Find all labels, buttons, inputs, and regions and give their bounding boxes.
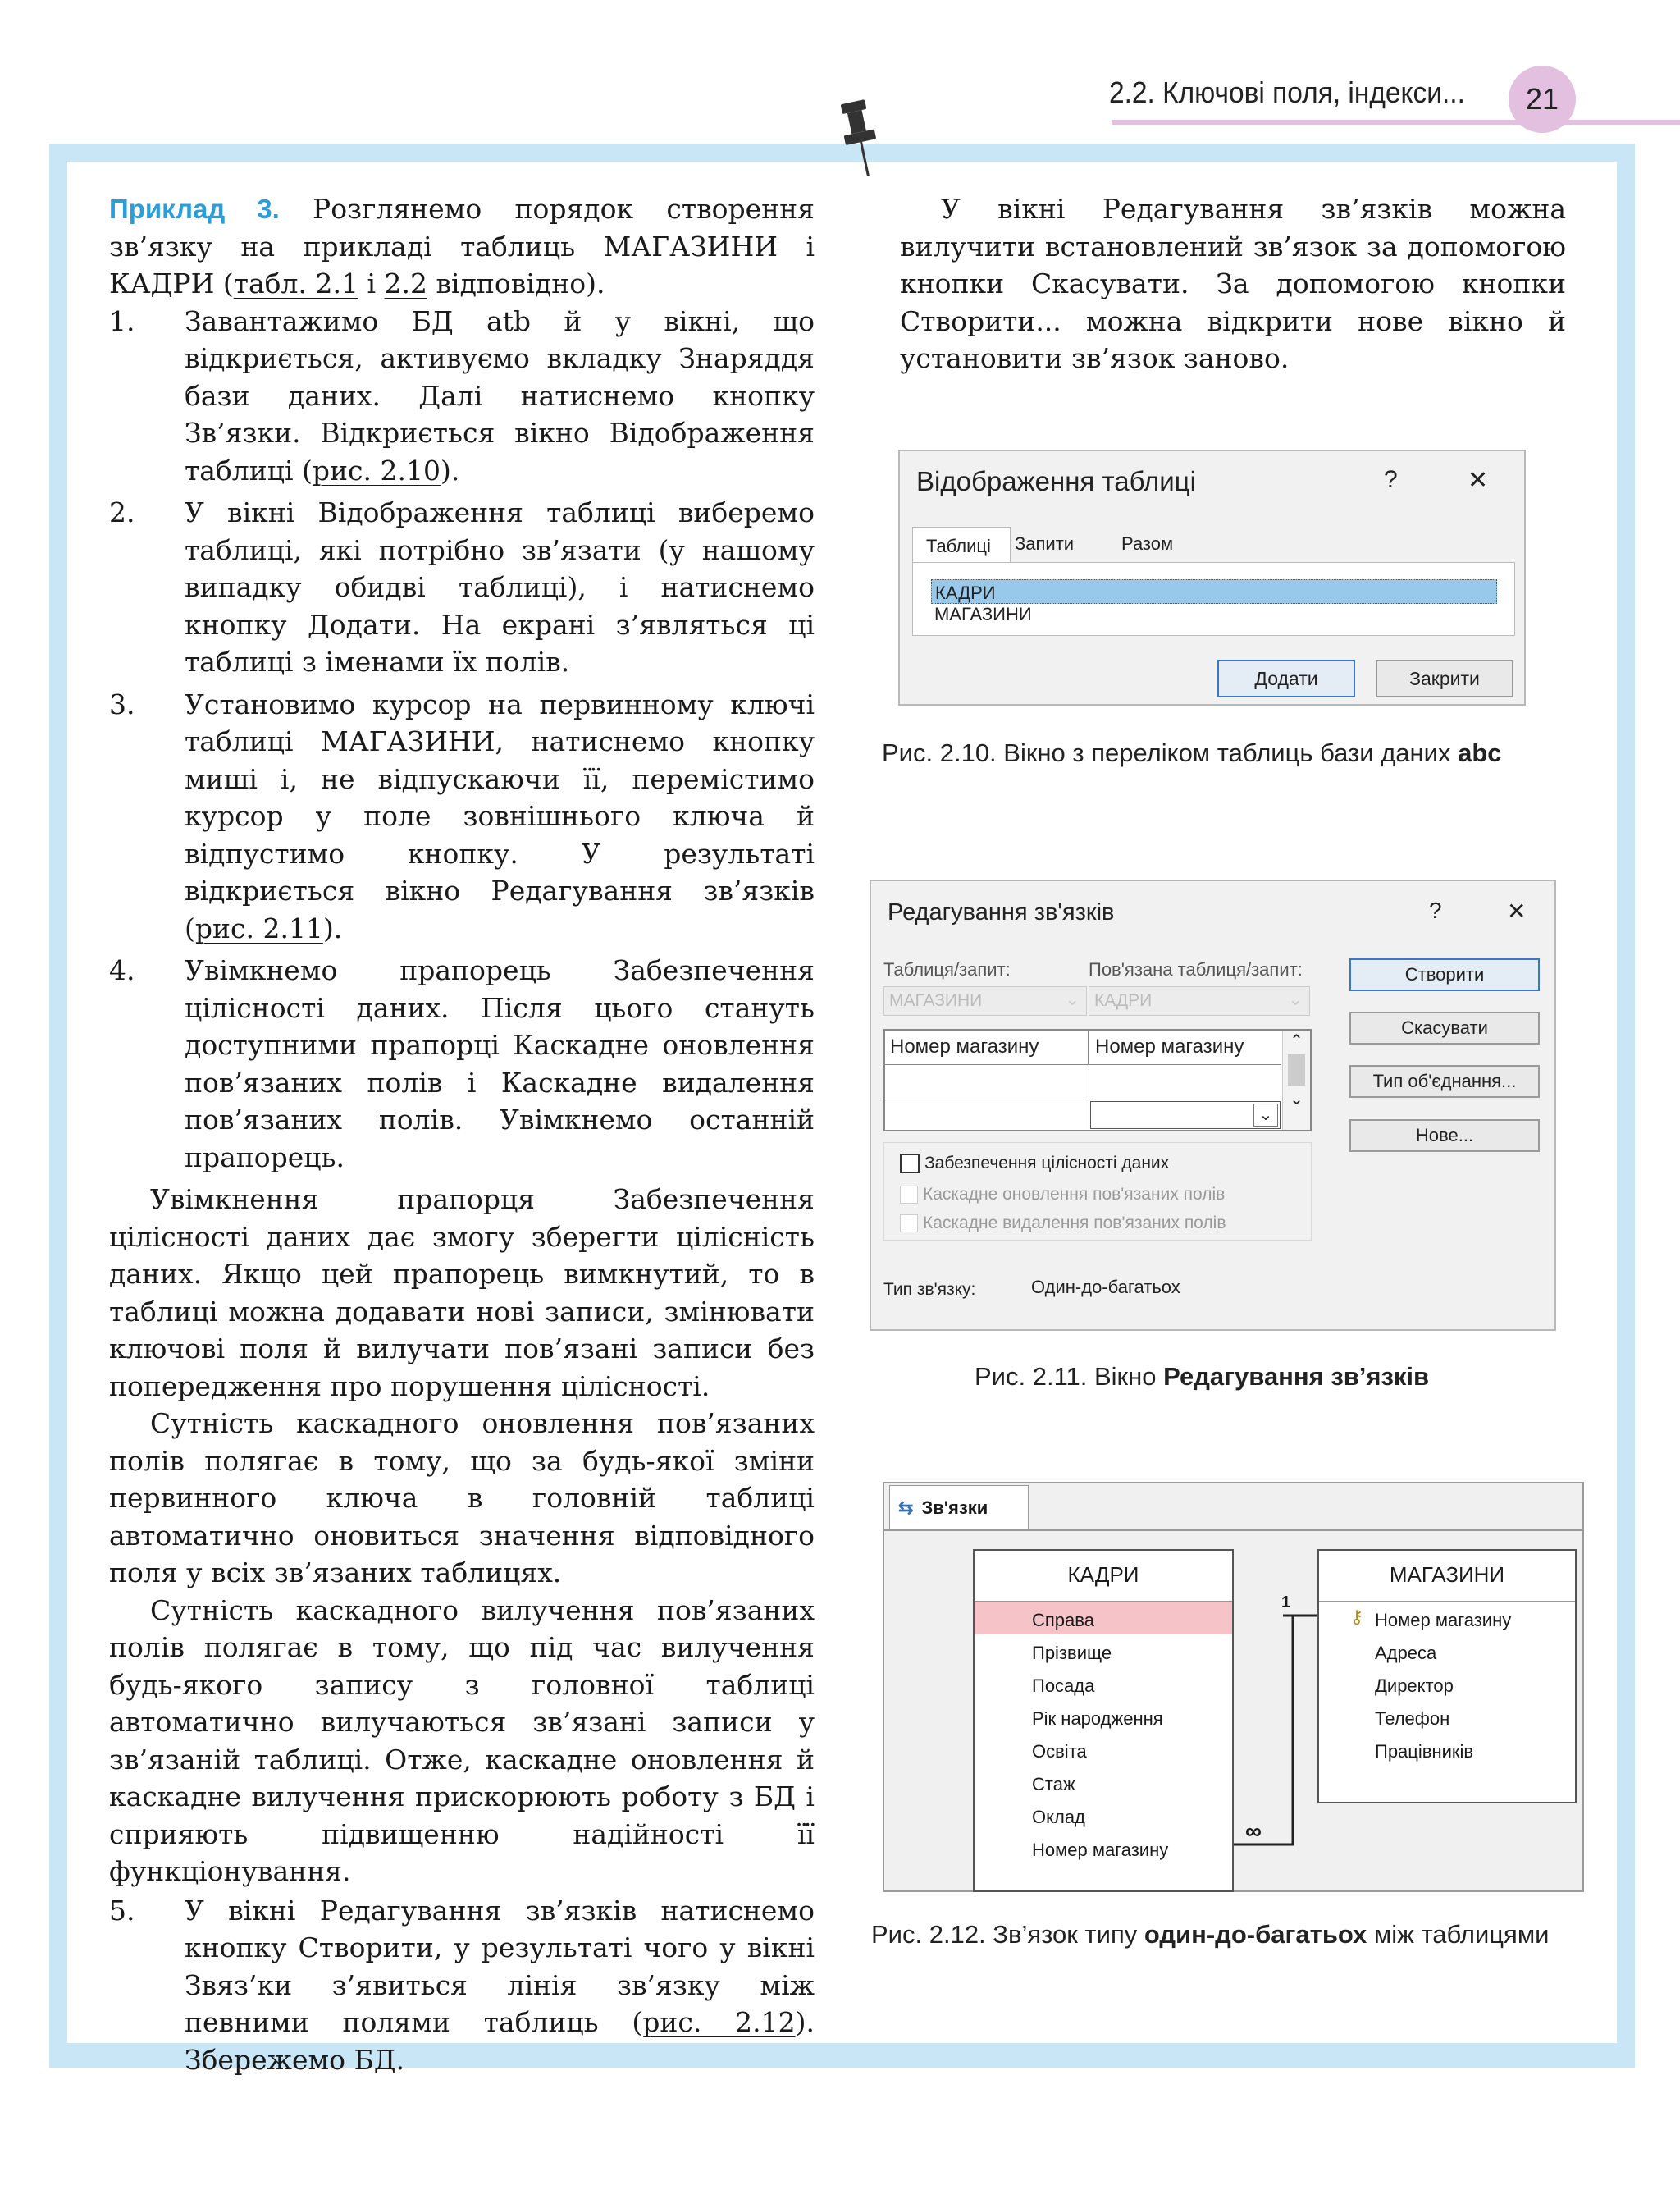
example-intro: Розглянемо порядок створення зв’язку на прикладі таблиць МАГАЗИНИ і КАДРИ (: [109, 193, 815, 299]
step-end: ).: [322, 912, 343, 944]
grid-dropdown[interactable]: [1090, 1101, 1281, 1129]
tab-label: Таблиці: [926, 536, 991, 556]
right-column: [900, 190, 1566, 377]
caption-text: Рис. 2.12. Зв’язок типу: [871, 1920, 1144, 1949]
help-icon[interactable]: ?: [1429, 898, 1442, 923]
related-table-select[interactable]: [1089, 986, 1310, 1016]
dialog-title: Відображення таблиці: [916, 466, 1196, 496]
chevron-down-icon: ⌄: [1065, 990, 1080, 1009]
figure-ref-link[interactable]: рис. 2.12: [642, 2006, 796, 2038]
table-ref-link[interactable]: табл. 2.1: [233, 267, 358, 299]
step-text: У вікні Редагування зв’язків натиснемо кнопку Створити, у результаті чого у вікні Звяз’ки з’явиться лінія зв’язку між певними полями таблиць (: [185, 1894, 815, 2038]
example-paragraph: [109, 190, 815, 303]
related-table-label: Пов'язана таблиця/запит:: [1089, 959, 1303, 980]
body-paragraph: Сутність каскадного оновлення пов’язаних полів полягає в тому, що за будь-якої зміни первинного ключа в головній таблиці автоматично оновиться значення відповідного поля у всіх зв’язаних таблицях.: [109, 1407, 815, 1588]
field-row[interactable]: Телефон: [1375, 1708, 1450, 1729]
table-query-label: Таблиця/запит:: [883, 959, 1011, 980]
figure-caption: [882, 738, 1502, 768]
section-title: 2.2. Ключові поля, індекси...: [1109, 75, 1465, 109]
create-button[interactable]: Створити: [1349, 958, 1540, 991]
figure-caption: [871, 1920, 1549, 1950]
field-row[interactable]: Оклад: [1032, 1807, 1085, 1827]
close-button[interactable]: Закрити: [1376, 660, 1513, 697]
field-row[interactable]: Справа: [975, 1602, 1232, 1634]
step-item: [109, 1892, 815, 2079]
header-underline: [1112, 120, 1680, 125]
field-list: [1319, 1602, 1575, 1766]
close-icon[interactable]: ✕: [1507, 898, 1527, 924]
dialog-title: Редагування зв'язків: [888, 899, 1115, 926]
body-paragraph: У вікні Редагування зв’язків можна вилучити встановлений зв’язок за допомогою кнопки Скасувати. За допомогою кнопки Створити... можна відкрити нове вікно й установити зв’язок заново.: [900, 193, 1566, 374]
edit-relationships-dialog: [870, 880, 1556, 1331]
scroll-up-icon[interactable]: ⌃: [1290, 1032, 1303, 1050]
show-table-dialog: [898, 450, 1526, 706]
step-end: ).: [440, 454, 460, 487]
grid-empty-row: [885, 1065, 1281, 1099]
left-column: [109, 190, 815, 2078]
caption-text: Рис. 2.11. Вікно: [975, 1362, 1164, 1391]
table-kadry[interactable]: [973, 1549, 1234, 1892]
caption-bold: abc: [1458, 738, 1502, 767]
caption-bold: Редагування зв’язків: [1163, 1362, 1430, 1391]
body-paragraph: Сутність каскадного вилучення пов’язаних полів полягає в тому, що під час вилучення будь-якого запису з головної таблиці автоматично вилучаються зв’язані записи у зв’язаній таблиці. Отже, каскадне оновлення й каскадне вилучення прискорюють роботу з БД і сприяють підвищенню надійності її функціонування.: [109, 1593, 815, 1887]
step-text: Увімкнемо прапорець Забезпечення цілісності даних. Після цього стануть доступними прапорці Каскадне оновлення пов’язаних полів і Каскадне видалення пов’язаних полів. Увімкнемо останній прапорець.: [185, 954, 815, 1173]
table-header: МАГАЗИНИ: [1319, 1551, 1575, 1602]
field-row[interactable]: Номер магазину: [1032, 1840, 1169, 1860]
step-number: 3.: [109, 688, 135, 720]
step-number: 2.: [109, 496, 135, 528]
scroll-down-icon[interactable]: ⌄: [1290, 1090, 1303, 1108]
field-row[interactable]: Працівників: [1375, 1741, 1474, 1762]
join-type-button[interactable]: Тип об'єднання...: [1349, 1065, 1540, 1098]
related-select-value: КАДРИ: [1094, 991, 1153, 1010]
tab-both[interactable]: Разом: [1121, 533, 1174, 554]
frame-left: [49, 144, 67, 2068]
relationships-tab[interactable]: [889, 1485, 1029, 1529]
relationship-type-label: Тип зв'язку:: [883, 1280, 976, 1299]
field-row[interactable]: Посада: [1032, 1675, 1095, 1696]
integrity-checkbox[interactable]: [900, 1154, 1169, 1173]
table-magazyny[interactable]: [1317, 1549, 1577, 1803]
list-item-label: КАДРИ: [935, 583, 996, 603]
table-ref-link[interactable]: 2.2: [384, 267, 427, 299]
relationships-icon: ⇆: [898, 1497, 914, 1518]
step-item: [109, 303, 815, 490]
step-text: Установимо курсор на первинному ключі таблиці МАГАЗИНИ, натиснемо кнопку миші і, не відпускаючи її, перемістимо курсор у поле зовнішнього ключа й відпустимо кнопку. У результаті відкриється вікно Редагування зв’язків (: [185, 688, 815, 944]
cascade-update-checkbox[interactable]: [900, 1185, 1225, 1204]
step-item: [109, 952, 815, 1176]
list-item-label: МАГАЗИНИ: [934, 604, 1032, 624]
figure-ref-link[interactable]: рис. 2.10: [312, 454, 441, 487]
figure-ref-link[interactable]: рис. 2.11: [194, 912, 323, 944]
grid-cell-left[interactable]: Номер магазину: [885, 1031, 1089, 1065]
intro-end: відповідно).: [427, 267, 605, 299]
step-text: Завантажимо БД atb й у вікні, що відкриється, активуємо вкладку Знаряддя бази даних. Далі натиснемо кнопку Зв’язки. Відкриється вікно Відображення таблиці (: [185, 304, 815, 487]
field-list: [975, 1602, 1232, 1864]
checkbox-label: Каскадне оновлення пов'язаних полів: [923, 1185, 1226, 1204]
tab-strip-line: [884, 1529, 1582, 1531]
cancel-button[interactable]: Скасувати: [1349, 1012, 1540, 1045]
field-row[interactable]: Прізвище: [1032, 1643, 1112, 1663]
caption-bold: один-до-багатьох: [1144, 1920, 1367, 1949]
step-text: У вікні Відображення таблиці виберемо таблиці, які потрібно зв’язати (у нашому випадку обидві таблиці), і натиснемо кнопку Додати. На екрані з’являться ці таблиці з іменами їх полів.: [185, 496, 815, 678]
checkbox-box[interactable]: [900, 1154, 920, 1173]
intro-and: і: [358, 267, 385, 299]
step-number: 4.: [109, 954, 135, 986]
relationships-window: [883, 1482, 1584, 1892]
step-item: [109, 686, 815, 948]
scroll-thumb[interactable]: [1288, 1054, 1305, 1086]
step-end: ). Збережемо БД.: [185, 2006, 815, 2076]
relationship-type-value: Один-до-багатьох: [1031, 1277, 1180, 1297]
cascade-delete-checkbox[interactable]: [900, 1214, 1226, 1233]
grid-cell-right[interactable]: Номер магазину: [1089, 1031, 1281, 1065]
list-item[interactable]: [931, 579, 1497, 604]
table-select-value: МАГАЗИНИ: [889, 991, 983, 1010]
help-icon[interactable]: ?: [1384, 466, 1398, 493]
checkbox-label: Забезпечення цілісності даних: [924, 1154, 1170, 1172]
primary-key-icon: ⚷: [1350, 1607, 1364, 1627]
close-icon[interactable]: ✕: [1468, 467, 1489, 494]
page-number: 21: [1509, 66, 1576, 133]
caption-text-end: між таблицями: [1367, 1920, 1550, 1949]
tab-label: Зв'язки: [921, 1497, 988, 1518]
figure-caption: [975, 1362, 1429, 1392]
scrollbar[interactable]: [1282, 1031, 1310, 1130]
step-number: 5.: [109, 1894, 135, 1927]
caption-text: Рис. 2.10. Вікно з переліком таблиць бази даних: [882, 738, 1459, 767]
field-row[interactable]: Рік народження: [1032, 1708, 1163, 1729]
field-row[interactable]: Директор: [1375, 1675, 1454, 1696]
one-side-label: 1: [1281, 1593, 1291, 1611]
list-item[interactable]: [931, 604, 1032, 625]
field-row[interactable]: Стаж: [1032, 1774, 1075, 1794]
table-select[interactable]: [883, 986, 1087, 1016]
field-row[interactable]: Адреса: [1375, 1643, 1437, 1663]
frame-right: [1617, 144, 1635, 2068]
field-row[interactable]: [1319, 1602, 1575, 1634]
table-list: [912, 562, 1515, 636]
checkbox-label: Каскадне видалення пов'язаних полів: [923, 1214, 1226, 1232]
tab-tables[interactable]: [912, 527, 1011, 563]
step-number: 1.: [109, 304, 135, 337]
fields-grid: [883, 1029, 1312, 1131]
chevron-down-icon: ⌄: [1288, 990, 1303, 1009]
checkbox-box[interactable]: [900, 1214, 918, 1232]
field-label: Номер магазину: [1375, 1610, 1512, 1630]
field-row[interactable]: Освіта: [1032, 1741, 1087, 1762]
body-paragraph: Увімкнення прапорця Забезпечення цілісності даних дає змогу зберегти цілісність даних. Якщо цей прапорець вимкнутий, то в таблиці можна додавати нові записи, змінювати ключові поля й вилучати пов’язані записи без попередження про порушення цілісності.: [109, 1183, 815, 1402]
table-header: КАДРИ: [975, 1551, 1232, 1602]
step-item: [109, 494, 815, 681]
pushpin-icon: [837, 94, 886, 185]
tab-queries[interactable]: Запити: [1015, 533, 1075, 554]
add-button[interactable]: Додати: [1217, 660, 1355, 697]
chevron-down-icon[interactable]: ⌄: [1253, 1104, 1278, 1127]
checkbox-box[interactable]: [900, 1186, 918, 1204]
many-side-label: ∞: [1245, 1818, 1262, 1844]
new-button[interactable]: Нове...: [1349, 1119, 1540, 1152]
example-label: Приклад 3.: [109, 194, 280, 224]
